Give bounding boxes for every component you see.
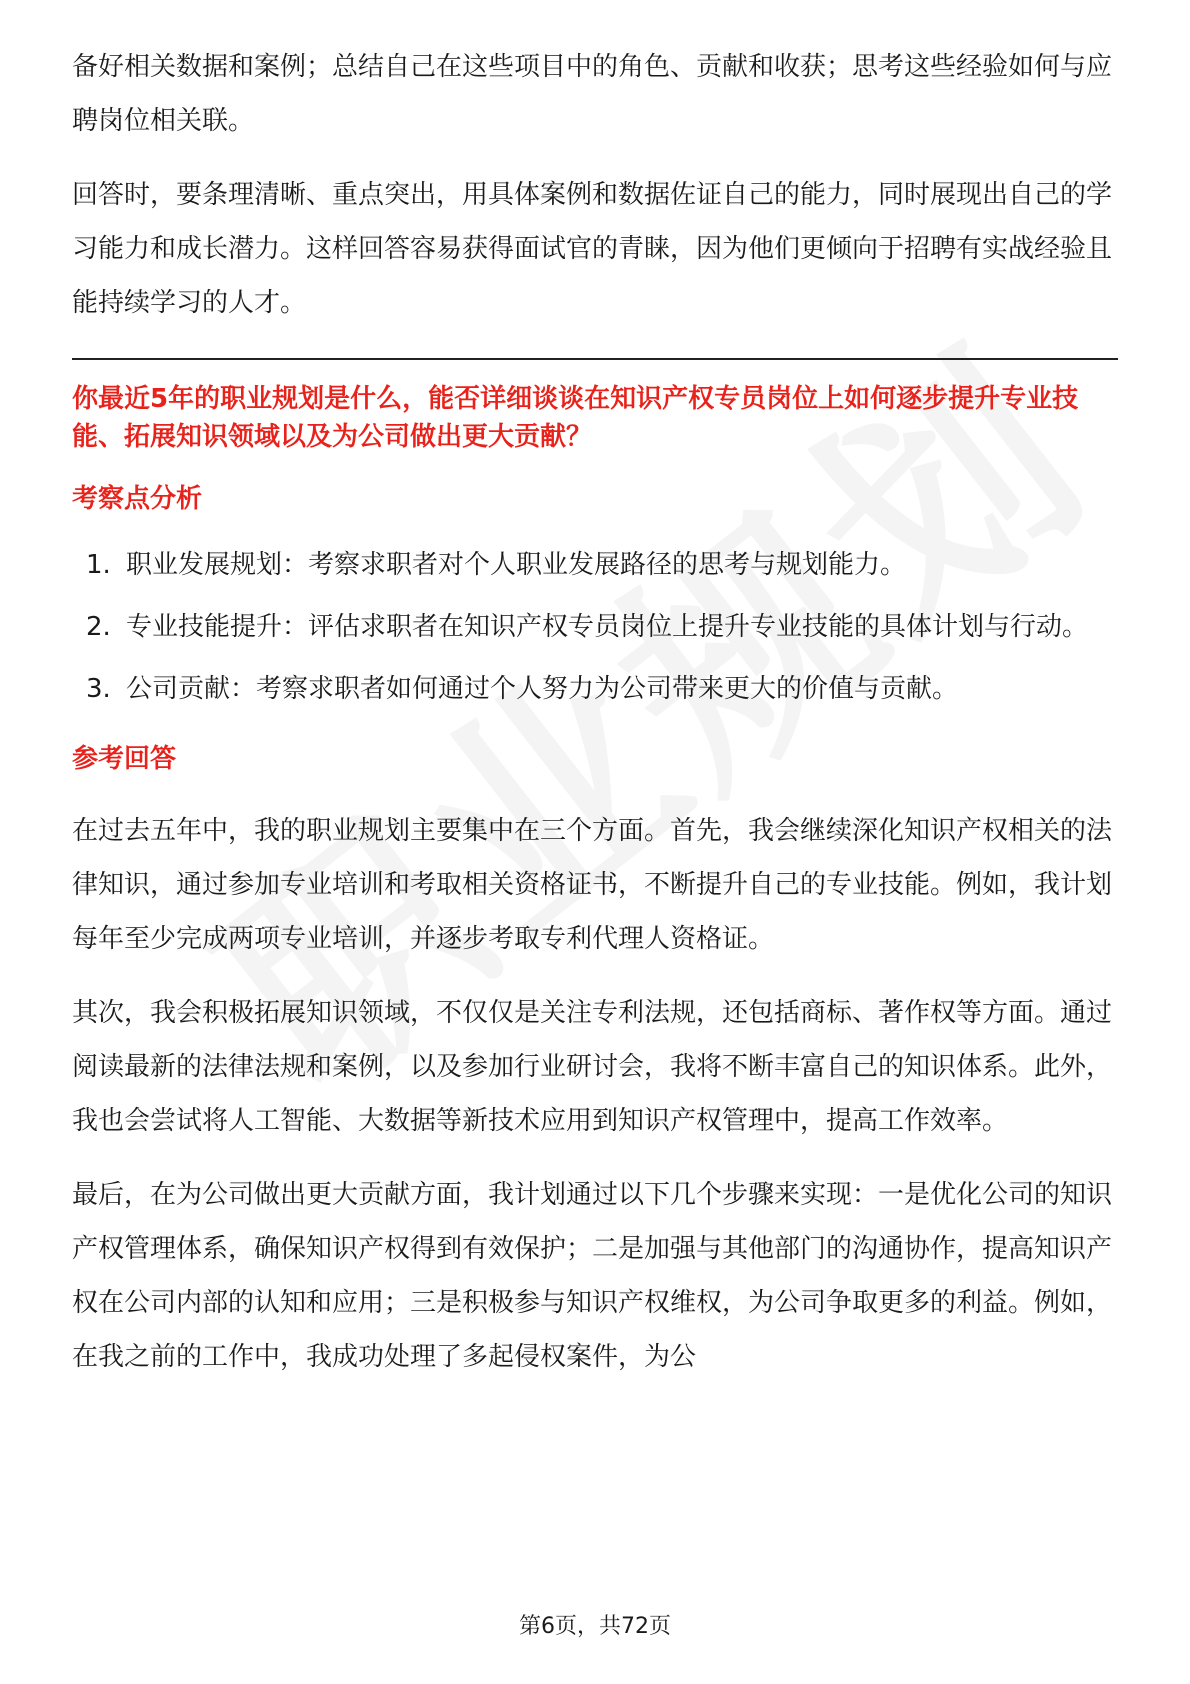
list-item-number: 2. [86, 612, 111, 642]
analysis-list [72, 538, 1118, 716]
list-item [72, 662, 1118, 716]
intro-paragraph-1: 备好相关数据和案例；总结自己在这些项目中的角色、贡献和收获；思考这些经验如何与应聘岗位相关联。 [72, 52, 1113, 136]
list-item-text: 职业发展规划：考察求职者对个人职业发展路径的思考与规划能力。 [126, 550, 907, 580]
list-item-text: 公司贡献：考察求职者如何通过个人努力为公司带来更大的价值与贡献。 [126, 674, 959, 704]
intro-paragraph-2: 回答时，要条理清晰、重点突出，用具体案例和数据佐证自己的能力，同时展现出自己的学习能力和成长潜力。这样回答容易获得面试官的青睐，因为他们更倾向于招聘有实战经验且能持续学习的人才。 [72, 180, 1113, 318]
answer-heading: 参考回答 [72, 744, 177, 774]
list-item-number: 3. [86, 674, 111, 704]
section-divider [72, 358, 1118, 360]
list-item [72, 538, 1118, 592]
answer-paragraph-2: 其次，我会积极拓展知识领域，不仅仅是关注专利法规，还包括商标、著作权等方面。通过阅读最新的法律法规和案例，以及参加行业研讨会，我将不断丰富自己的知识体系。此外，我也会尝试将人工智能、大数据等新技术应用到知识产权管理中，提高工作效率。 [72, 998, 1113, 1136]
document-page [72, 40, 1118, 1384]
page-footer: 第6页，共72页 [519, 1614, 671, 1639]
answer-paragraph-3: 最后，在为公司做出更大贡献方面，我计划通过以下几个步骤来实现：一是优化公司的知识产权管理体系，确保知识产权得到有效保护；二是加强与其他部门的沟通协作，提高知识产权在公司内部的认知和应用；三是积极参与知识产权维权，为公司争取更多的利益。例如，在我之前的工作中，我成功处理了多起侵权案件，为公 [72, 1180, 1113, 1372]
analysis-heading: 考察点分析 [72, 484, 203, 514]
list-item [72, 600, 1118, 654]
list-item-text: 专业技能提升：评估求职者在知识产权专员岗位上提升专业技能的具体计划与行动。 [126, 612, 1089, 642]
question-heading: 你最近5年的职业规划是什么，能否详细谈谈在知识产权专员岗位上如何逐步提升专业技能、拓展知识领域以及为公司做出更大贡献？ [72, 384, 1079, 452]
list-item-number: 1. [86, 550, 111, 580]
answer-paragraph-1: 在过去五年中，我的职业规划主要集中在三个方面。首先，我会继续深化知识产权相关的法律知识，通过参加专业培训和考取相关资格证书，不断提升自己的专业技能。例如，我计划每年至少完成两项专业培训，并逐步考取专利代理人资格证。 [72, 816, 1113, 954]
